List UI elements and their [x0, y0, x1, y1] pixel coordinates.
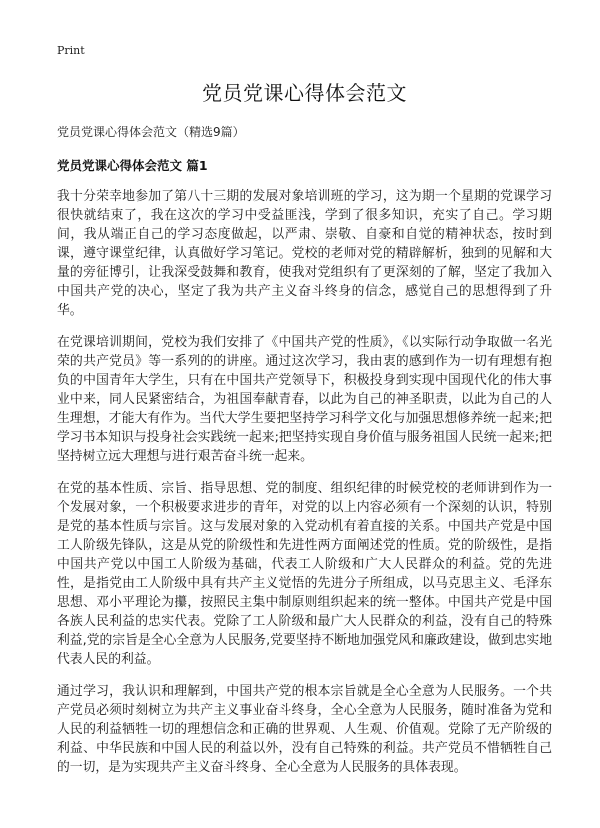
paragraph-3: 在党的基本性质、宗旨、指导思想、党的制度、组织纪律的时候党校的老师讲到作为一个发展对象，一个积极要求进步的青年，对党的以上内容必须有一个深刻的认识，特别是党的基本性质与宗旨。这与发展对象的入党动机有着直接的关系。中国共产党是中国工人阶级先锋队，这是从党的阶级性和先进性两方面阐述党的性质。党的阶级性，是指中国共产党以中国工人阶级为基础，代表工人阶级和广大人民群众的利益。党的先进性，是指党由工人阶级中具有共产主义觉悟的先进分子所组成，以马克思主义、毛泽东思想、邓小平理论为攥，按照民主集中制原则组织起来的统一整体。中国共产党是中国各族人民利益的忠实代表。党除了工人阶级和最广大人民群众的利益，没有自己的特殊利益,党的宗旨是全心全意为人民服务,党要坚持不断地加强党风和廉政建设，做到忠实地代表人民的利益。: [57, 481, 552, 667]
section-heading: 党员党课心得体会范文 篇1: [57, 158, 208, 173]
document-subtitle: 党员党课心得体会范文（精选9篇）: [57, 125, 245, 139]
paragraph-4: 通过学习，我认识和理解到，中国共产党的根本宗旨就是全心全意为人民服务。一个共产党员必须时刻树立为共产主义事业奋斗终身，全心全意为人民服务，随时准备为党和人民的利益牺牲一切的理想信念和正确的世界观、人生观、价值观。党除了无产阶级的利益、中华民族和中国人民的利益以外，没有自己特殊的利益。共产党员不惜牺牲自己的一切，是为实现共产主义奋斗终身、全心全意为人民服务的具体表现。: [57, 684, 552, 775]
print-link[interactable]: Print: [57, 44, 85, 57]
document-title: 党员党课心得体会范文: [202, 81, 407, 105]
paragraph-2: 在党课培训期间，党校为我们安排了《中国共产党的性质》，《以实际行动争取做一名光荣的共产党员》等一系列的的讲座。通过这次学习，我由衷的感到作为一切有理想有抱负的中国青年大学生，只有在中国共产党领导下，积极投身到实现中国现代化的伟大事业中来，同人民紧密结合，为祖国奉献青春，以此为自己的神圣职责，以此为自己的人生理想，才能大有作为。当代大学生要把坚持学习科学文化与加强思想修养统一起来;把学习书本知识与投身社会实践统一起来;把坚持实现自身价值与服务祖国人民统一起来;把坚持树立远大理想与进行艰苦奋斗统一起来。: [57, 335, 552, 464]
paragraph-1: 我十分荣幸地参加了第八十三期的发展对象培训班的学习，这为期一个星期的党课学习很快就结束了，我在这次的学习中受益匪浅，学到了很多知识，充实了自己。学习期间，我从端正自己的学习态度做起，以严肃、崇敬、自豪和自觉的精神状态，按时到课，遵守课堂纪律，认真做好学习笔记。党校的老师对党的精辟解析，独到的见解和大量的旁征博引，让我深受鼓舞和教育，使我对党组织有了更深刻的了解，坚定了我加入中国共产党的决心，坚定了我为共产主义奋斗终身的信念，感觉自己的思想得到了升华。: [57, 189, 552, 318]
